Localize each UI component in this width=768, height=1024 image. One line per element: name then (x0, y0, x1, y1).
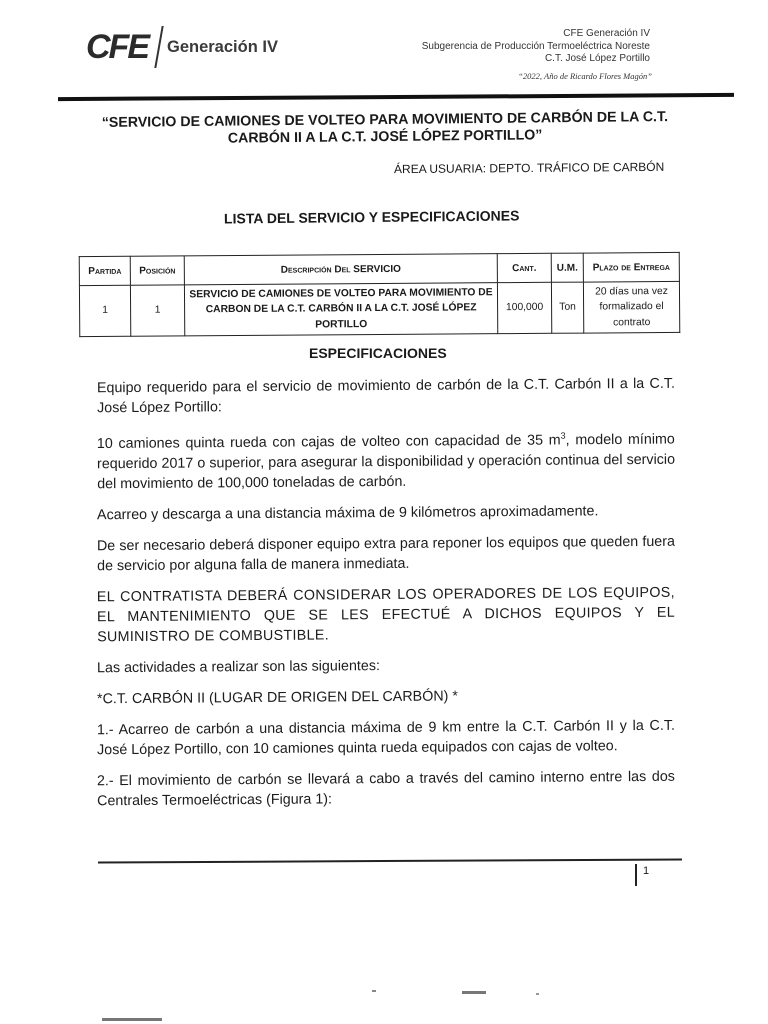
col-header-um: U.M. (551, 253, 583, 282)
col-header-plazo: Plazo de Entrega (583, 252, 679, 282)
area-usuaria: ÁREA USUARIA: DEPTO. TRÁFICO DE CARBÓN (393, 159, 665, 177)
paragraph-item-2: 2.- El movimiento de carbón se llevará a cabo a través del camino interno entre las dos Centrales Termoeléctricas (Figura 1): (96, 768, 675, 810)
paragraph-actividades: Las actividades a realizar son las siguientes: (96, 657, 380, 677)
scan-speck (462, 991, 486, 994)
cell-cantidad: 100,000 (497, 282, 551, 333)
paragraph-equipo: Equipo requerido para el servicio de movimiento de carbón de la C.T. Carbón II a la C.T. José López Portillo: (96, 375, 675, 417)
org-line: Subgerencia de Producción Termoeléctrica Noreste (421, 40, 650, 52)
logo-separator (154, 26, 163, 68)
paragraph-acarreo: Acarreo y descarga a una distancia máxima de 9 kilómetros aproximadamente. (96, 503, 599, 524)
col-header-partida: Partida (79, 256, 130, 285)
paragraph-origen: *C.T. CARBÓN II (LUGAR DE ORIGEN DEL CARBÓN) * (96, 688, 458, 708)
header-motto: “2022, Año de Ricardo Flores Magón” (518, 71, 652, 81)
page-header (0, 0, 768, 100)
paragraph-equipo-extra: De ser necesario deberá disponer equipo extra para reponer los equipos que queden fuera de servicio por alguna falla de manera inmediata. (96, 533, 675, 575)
org-line: CFE Generación IV (563, 28, 650, 39)
cell-partida: 1 (79, 285, 130, 336)
logo-generacion-text: Generación IV (167, 38, 278, 56)
cell-plazo: 20 días una vez formalizado el contrato (583, 281, 679, 333)
paragraph-camiones-b: , modelo mínimo requerido 2017 o superior, para asegurar la disponibilidad y operación continua del servicio del movimiento de 100,000 toneladas de carbón. (96, 431, 676, 493)
scan-speck (102, 1018, 162, 1021)
document-title: “SERVICIO DE CAMIONES DE VOLTEO PARA MOVIMIENTO DE CARBÓN DE LA C.T. CARBÓN II A LA C.T. JOSÉ LÓPEZ PORTILLO” (101, 109, 669, 147)
page-number: 1 (635, 864, 649, 886)
cell-posicion: 1 (130, 285, 184, 336)
table-header-row (79, 252, 679, 285)
org-line: C.T. José López Portillo (544, 53, 650, 64)
service-table (79, 252, 681, 337)
footer-rule (98, 858, 682, 863)
logo-cfe-text: CFE (86, 28, 148, 66)
table-row (79, 281, 679, 336)
specifications-body (97, 376, 675, 820)
organization-block (422, 28, 650, 66)
scan-speck (536, 993, 539, 995)
cell-descripcion: SERVICIO DE CAMIONES DE VOLTEO PARA MOVIMIENTO DE CARBON DE LA C.T. CARBÓN II A LA C.T. JOSÉ LÓPEZ PORTILLO (184, 283, 497, 336)
col-header-cantidad: Cant. (497, 253, 551, 282)
scan-speck (372, 990, 376, 992)
paragraph-camiones (97, 425, 675, 494)
superscript-3: 3 (560, 430, 566, 441)
specifications-title: ESPECIFICACIONES (309, 345, 447, 361)
col-header-posicion: Posición (130, 256, 184, 285)
col-header-descripcion: Descripción Del SERVICIO (184, 254, 497, 285)
paragraph-contratista: EL CONTRATISTA DEBERÁ CONSIDERAR LOS OPERADORES DE LOS EQUIPOS, EL MANTENIMIENTO QUE SE LES EFECTUÉ A DICHOS EQUIPOS Y EL SUMINISTRO DE COMBUSTIBLE. (96, 584, 676, 646)
paragraph-camiones-a: 10 camiones quinta rueda con cajas de volteo con capacidad de 35 m (96, 432, 561, 453)
list-title: LISTA DEL SERVICIO Y ESPECIFICACIONES (223, 207, 520, 227)
paragraph-item-1: 1.- Acarreo de carbón a una distancia máxima de 9 km entre la C.T. Carbón II y la C.T. José López Portillo, con 10 camiones quinta rueda equipados con cajas de volteo. (96, 717, 675, 759)
cell-um: Ton (551, 282, 583, 333)
